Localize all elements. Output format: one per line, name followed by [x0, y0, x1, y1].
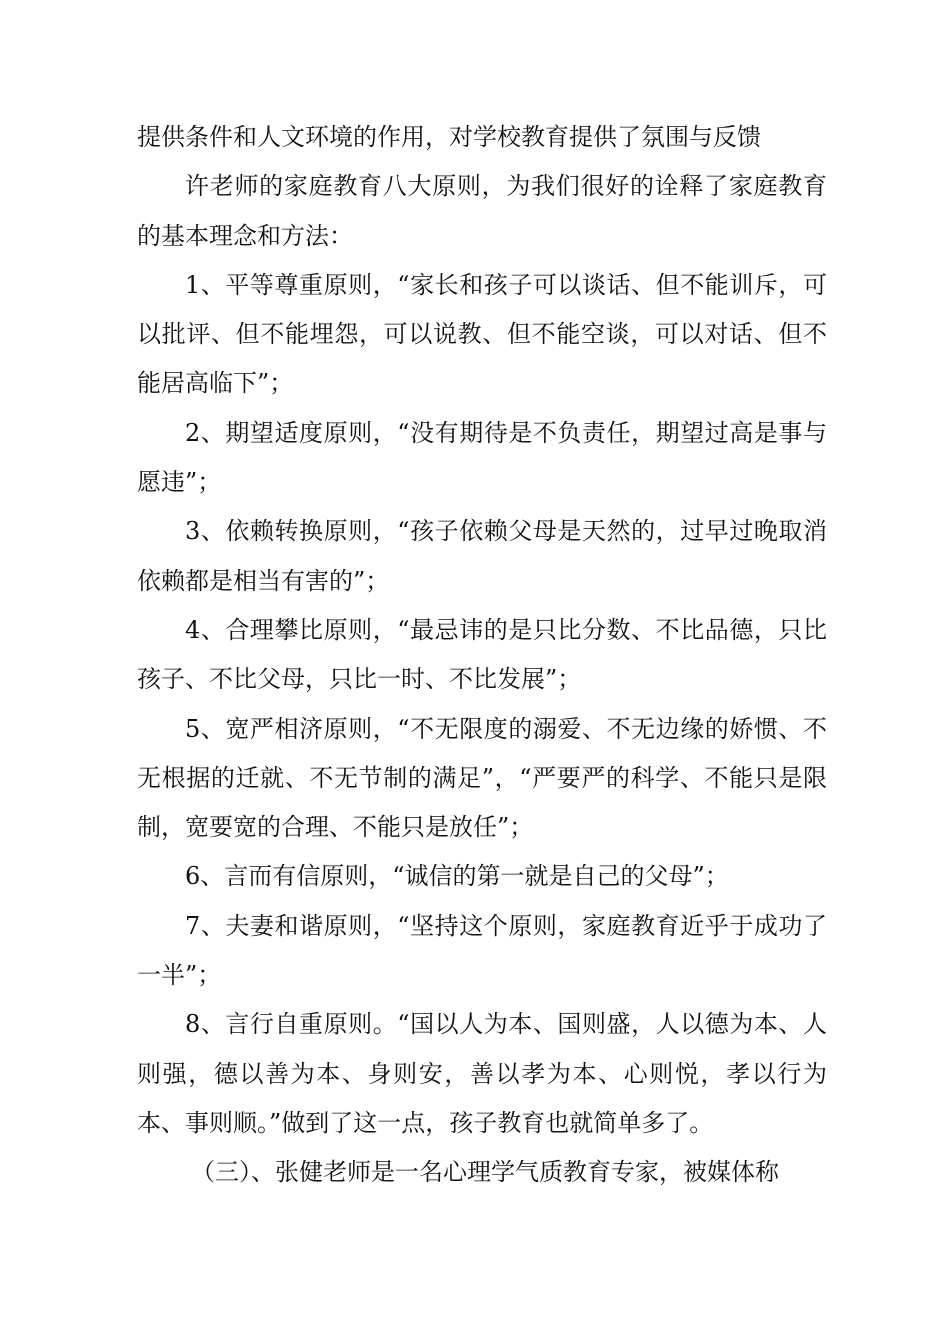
- paragraph-principle-8: 8、言行自重原则。“国以人为本、国则盛，人以德为本、人则强，德以善为本、身则安，善以孝为本、心则悦，孝以行为本、事则顺。”做到了这一点，孩子教育也就简单多了。: [137, 1010, 827, 1137]
- paragraph-principle-1: 1、平等尊重原则，“家长和孩子可以谈话、但不能训斥，可以批评、但不能埋怨，可以说教、但不能空谈，可以对话、但不能居高临下”；: [137, 270, 827, 398]
- paragraph-principle-3: 3、依赖转换原则，“孩子依赖父母是天然的，过早过晚取消依赖都是相当有害的”；: [137, 517, 827, 595]
- paragraph-principle-6: 6、言而有信原则，“诚信的第一就是自己的父母”；: [185, 862, 729, 891]
- paragraph-intro: 许老师的家庭教育八大原则，为我们很好的诠释了家庭教育的基本理念和方法：: [137, 172, 827, 250]
- document-body: [137, 113, 827, 1198]
- paragraph-principle-5: 5、宽严相济原则，“不无限度的溺爱、不无边缘的娇惯、不无根据的迁就、不无节制的满足”，“严要严的科学、不能只是限制，宽要宽的合理、不能只是放任”；: [137, 714, 827, 842]
- paragraph-principle-7: 7、夫妻和谐原则，“坚持这个原则，家庭教育近乎于成功了一半”；: [137, 911, 827, 990]
- paragraph-principle-4: 4、合理攀比原则，“最忌讳的是只比分数、不比品德，只比孩子、不比父母，只比一时、不比发展”；: [137, 615, 827, 694]
- paragraph-section-three: （三）、张健老师是一名心理学气质教育专家，被媒体称: [191, 1158, 779, 1187]
- paragraph-continuation: 提供条件和人文环境的作用，对学校教育提供了氛围与反馈: [137, 123, 761, 151]
- paragraph-principle-2: 2、期望适度原则，“没有期待是不负责任，期望过高是事与愿违”；: [137, 418, 827, 497]
